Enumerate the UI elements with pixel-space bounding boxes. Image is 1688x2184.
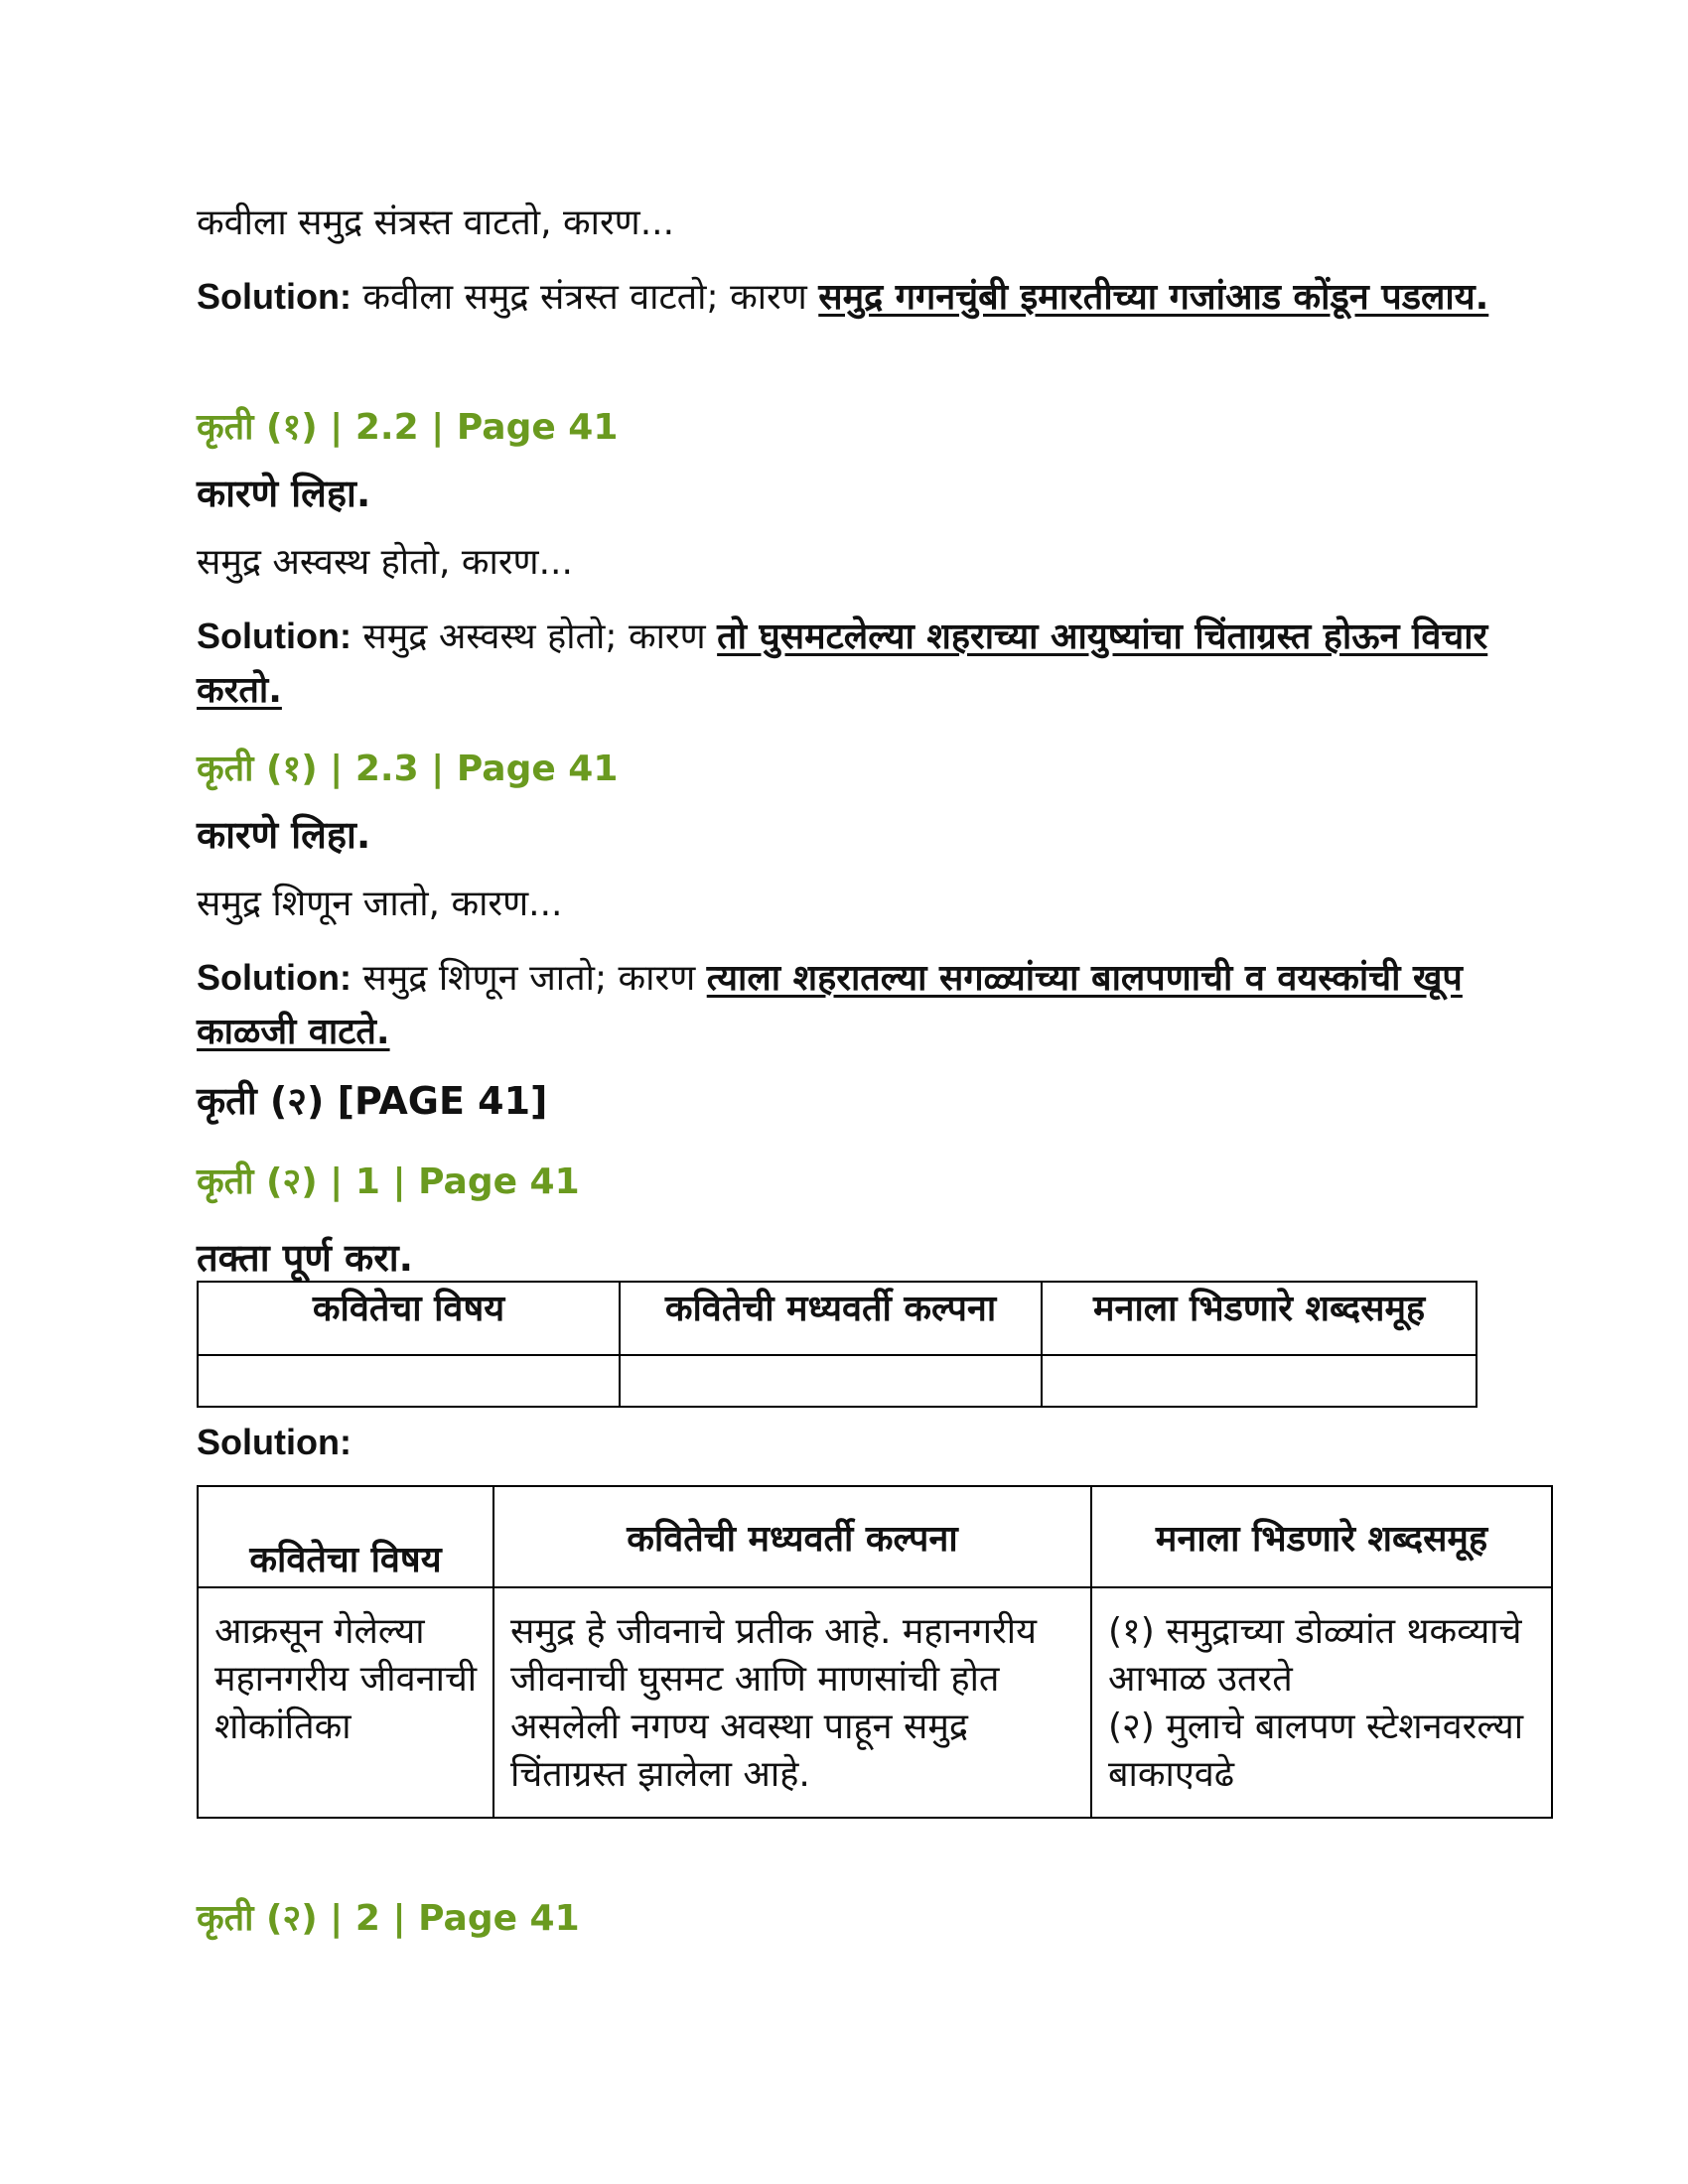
column-header: मनाला भिडणारे शब्दसमूह (1091, 1486, 1552, 1587)
solution-label: Solution: (197, 615, 352, 656)
section-heading: कृती (२) | 2 | Page 41 (197, 1898, 580, 1939)
table-cell (1042, 1355, 1477, 1407)
column-header: कवितेचा विषय (198, 1282, 620, 1355)
solution-paragraph (197, 270, 1539, 325)
solution-text: समुद्र शिणून जातो; कारण (362, 958, 696, 999)
column-header: कवितेचा विषय (198, 1486, 493, 1587)
solution-answer: त्याला शहरातल्या सगळ्यांच्या बालपणाची व वयस्कांची खूप काळजी वाटते. (197, 958, 1463, 1052)
table-cell: आक्रसून गेलेल्या महानगरीय जीवनाची शोकांतिका (198, 1587, 493, 1818)
table-row (198, 1355, 1477, 1407)
phrase-item: (२) मुलाचे बालपण स्टेशनवरल्या बाकाएवढे (1108, 1706, 1524, 1795)
table-header-row (198, 1282, 1477, 1355)
solution-table (197, 1485, 1553, 1819)
solution-label: Solution: (197, 1422, 352, 1462)
column-header: कवितेची मध्यवर्ती कल्पना (620, 1282, 1042, 1355)
table-header-row (198, 1486, 1552, 1587)
table-cell (198, 1355, 620, 1407)
solution-answer: समुद्र गगनचुंबी इमारतीच्या गजांआड कोंडून पडलाय. (818, 277, 1489, 318)
section-heading: कृती (२) | 1 | Page 41 (197, 1161, 580, 1202)
question-prompt: समुद्र शिणून जातो, कारण... (197, 884, 563, 924)
solution-label: Solution: (197, 957, 352, 998)
solution-text: कवीला समुद्र संत्रस्त वाटतो; कारण (362, 277, 807, 318)
column-header: कवितेची मध्यवर्ती कल्पना (493, 1486, 1091, 1587)
instruction: तक्ता पूर्ण करा. (197, 1236, 414, 1280)
question-prompt: कवीला समुद्र संत्रस्त वाटतो, कारण... (197, 203, 675, 243)
table-cell: समुद्र हे जीवनाचे प्रतीक आहे. महानगरीय जीवनाची घुसमट आणि माणसांची होत असलेली नगण्य अवस्था पाहून समुद्र चिंताग्रस्त झालेला आहे. (493, 1587, 1091, 1818)
solution-answer: तो घुसमटलेल्या शहराच्या आयुष्यांचा चिंताग्रस्त होऊन विचार करतो. (197, 616, 1488, 711)
table-row (198, 1587, 1552, 1818)
column-header: मनाला भिडणारे शब्दसमूह (1042, 1282, 1477, 1355)
solution-paragraph (197, 951, 1539, 1059)
section-heading: कृती (१) | 2.2 | Page 41 (197, 407, 619, 448)
solution-paragraph (197, 610, 1539, 718)
solution-label: Solution: (197, 276, 352, 317)
section-title: कृती (२) [PAGE 41] (197, 1079, 548, 1123)
solution-paragraph (197, 1416, 1539, 1470)
phrase-item: (१) समुद्राच्या डोळ्यांत थकव्याचे आभाळ उतरते (1108, 1611, 1522, 1700)
blank-table (197, 1281, 1477, 1408)
table-cell (620, 1355, 1042, 1407)
instruction: कारणे लिहा. (197, 813, 371, 857)
table-cell (1091, 1587, 1552, 1818)
section-heading: कृती (१) | 2.3 | Page 41 (197, 749, 619, 789)
question-prompt: समुद्र अस्वस्थ होतो, कारण... (197, 542, 573, 583)
instruction: कारणे लिहा. (197, 472, 371, 515)
solution-text: समुद्र अस्वस्थ होतो; कारण (362, 616, 706, 657)
